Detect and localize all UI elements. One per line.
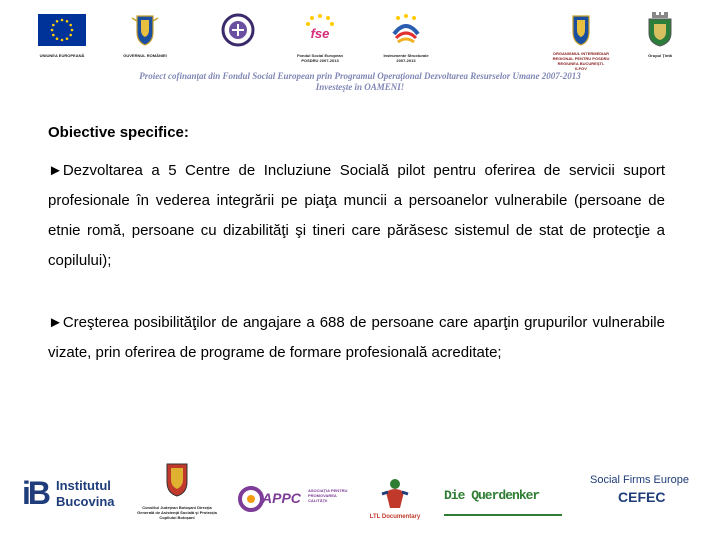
objective-paragraph-1: ►Dezvoltarea a 5 Centre de Incluziune Socială pilot pentru oferirea de servicii suport profesionale în vederea integrării pe piaţa muncii a persoanelor vulnerabile (persoane de etnie romă, persoane cu dizabilităţi şi tineri care părăsesc sistemul de stat de protecţie a copilului); xyxy=(48,162,665,269)
objectives-heading: Obiective specifice: xyxy=(48,124,189,141)
government-logo xyxy=(120,12,170,56)
appc-text: APPC xyxy=(262,490,301,506)
institutul-bucovina-line1: Institutul xyxy=(56,478,111,493)
oirposdru-logo xyxy=(552,12,610,70)
ltl-documentary-text: LTL Documentary xyxy=(369,514,421,520)
institutul-bucovina-logo xyxy=(20,474,115,518)
ministry-emblem-icon xyxy=(218,12,258,48)
appc-icon xyxy=(238,484,264,514)
structural-instruments-logo xyxy=(378,12,434,64)
appc-caption: ASOCIAŢIA PENTRU PROMOVAREA CALITĂŢII xyxy=(308,488,348,503)
fse-logo xyxy=(290,12,350,64)
structural-instruments-caption: Instrumente Structurale 2007-2013 xyxy=(383,53,429,63)
fse-caption: Fondul Social European POSDRU 2007-2013 xyxy=(297,53,343,63)
objective-paragraph-2: ►Creşterea posibilităţilor de angajare a 688 de persoane care aparţin grupurilor vulnerabile vizate, prin oferirea de programe de formare profesională acreditate; xyxy=(48,314,665,361)
fse-icon xyxy=(290,12,350,48)
oirposdru-crest-icon xyxy=(552,12,610,46)
council-caption: Consiliul Judeţean Botoşani Direcţia Generală de Asistenţă Socială şi Protecţia Copilului Botoşani xyxy=(137,505,217,520)
government-caption: GUVERNUL ROMÂNIEI xyxy=(123,53,167,58)
funding-banner-line1: Proiect cofinanţat din Fondul Social European prin Programul Operaţional Dezvoltarea Resurselor Umane 2007-2013 xyxy=(139,71,581,81)
ministry-logo xyxy=(218,12,258,52)
social-firms-europe-text: Social Firms Europe xyxy=(590,474,690,486)
council-botosani-logo xyxy=(134,462,220,536)
ltl-figure-icon xyxy=(364,476,426,514)
suceava-crest-icon xyxy=(640,8,680,48)
ltl-documentary-logo xyxy=(364,476,426,526)
die-querdenker-logo xyxy=(444,488,562,516)
svg-text:fse: fse xyxy=(310,26,330,41)
suceava-caption: Grupul Ţintă xyxy=(648,53,672,58)
government-crest-icon xyxy=(120,12,170,46)
oirposdru-caption: ORGANISMUL INTERMEDIAR REGIONAL PENTRU POSDRU REGIUNEA BUCUREŞTI-ILFOV xyxy=(552,51,610,71)
council-crest-icon xyxy=(134,462,220,498)
appc-logo xyxy=(238,484,348,518)
cefec-text: CEFEC xyxy=(618,489,666,505)
suceava-logo xyxy=(640,8,680,60)
eu-flag-logo xyxy=(38,14,86,58)
institutul-bucovina-mark: iB xyxy=(22,475,48,511)
social-firms-europe-logo xyxy=(590,474,700,518)
institutul-bucovina-line2: Bucovina xyxy=(56,494,115,509)
funding-banner-line2: Investeşte în OAMENI! xyxy=(315,82,405,92)
eu-flag-icon xyxy=(38,14,86,46)
die-querdenker-text: Die Querdenker xyxy=(444,488,540,503)
eu-flag-caption: UNIUNEA EUROPEANĂ xyxy=(39,53,85,58)
structural-instruments-icon xyxy=(378,12,434,48)
